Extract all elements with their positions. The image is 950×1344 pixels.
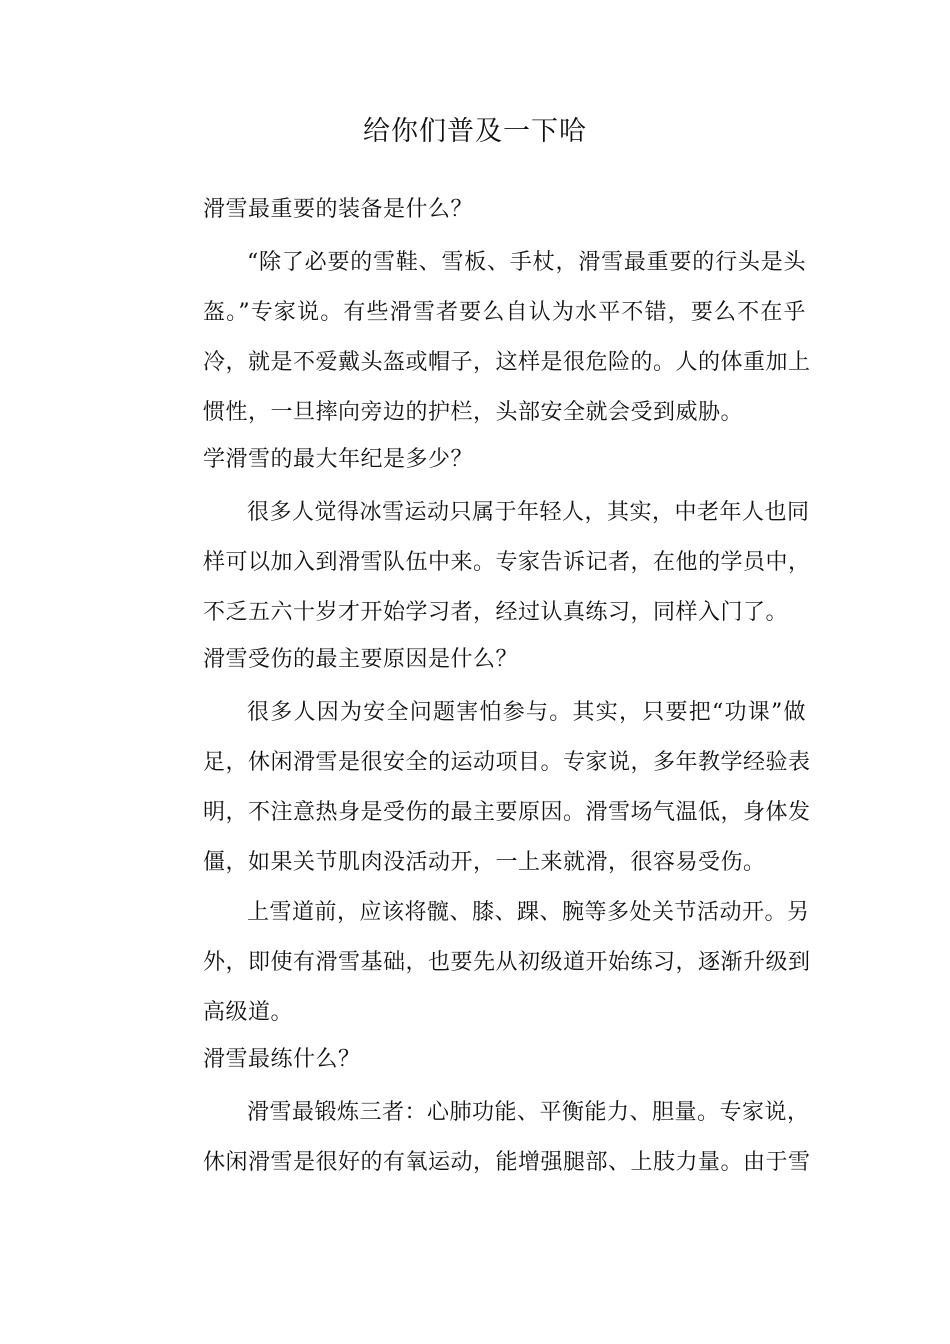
paragraph <box>203 1088 811 1188</box>
paragraph <box>203 488 811 638</box>
paragraph-line: 明，不注意热身是受伤的最主要原因。滑雪场气温低，身体发 <box>203 800 811 825</box>
paragraph-line: 很多人因为安全问题害怕参与。其实，只要把“功课”做 <box>247 700 806 725</box>
section-question: 滑雪最练什么？ <box>203 1047 361 1072</box>
paragraph-line: 很多人觉得冰雪运动只属于年轻人，其实，中老年人也同 <box>247 500 810 525</box>
document-title: 给你们普及一下哈 <box>363 116 587 147</box>
paragraph <box>203 888 811 1038</box>
paragraph-line: 冷，就是不爱戴头盔或帽子，这样是很危险的。人的体重加上 <box>203 350 811 375</box>
paragraph-line: 足，休闲滑雪是很安全的运动项目。专家说，多年教学经验表 <box>203 750 811 775</box>
paragraph-line: 滑雪最锻炼三者：心肺功能、平衡能力、胆量。专家说， <box>247 1100 810 1125</box>
section-question: 学滑雪的最大年纪是多少？ <box>203 447 474 472</box>
paragraph-line: 外，即使有滑雪基础，也要先从初级道开始练习，逐渐升级到 <box>203 950 811 975</box>
section-question: 滑雪最重要的装备是什么？ <box>203 197 474 222</box>
paragraph-line: 高级道。 <box>203 1000 294 1025</box>
document-body <box>203 188 811 1188</box>
paragraph-line: 休闲滑雪是很好的有氧运动，能增强腿部、上肢力量。由于雪 <box>203 1150 811 1175</box>
paragraph-line: 僵，如果关节肌肉没活动开，一上来就滑，很容易受伤。 <box>203 850 766 875</box>
section-question: 滑雪受伤的最主要原因是什么？ <box>203 647 519 672</box>
paragraph <box>203 238 811 438</box>
paragraph-line: 上雪道前，应该将髋、膝、踝、腕等多处关节活动开。另 <box>247 900 810 925</box>
paragraph <box>203 688 811 888</box>
paragraph-line: “除了必要的雪鞋、雪板、手杖，滑雪最重要的行头是头 <box>247 250 806 275</box>
paragraph-line: 盔。”专家说。有些滑雪者要么自认为水平不错，要么不在乎 <box>203 300 806 325</box>
paragraph-line: 不乏五六十岁才开始学习者，经过认真练习，同样入门了。 <box>203 600 789 625</box>
paragraph-line: 惯性，一旦摔向旁边的护栏，头部安全就会受到威胁。 <box>203 400 744 425</box>
paragraph-line: 样可以加入到滑雪队伍中来。专家告诉记者，在他的学员中， <box>203 550 811 575</box>
